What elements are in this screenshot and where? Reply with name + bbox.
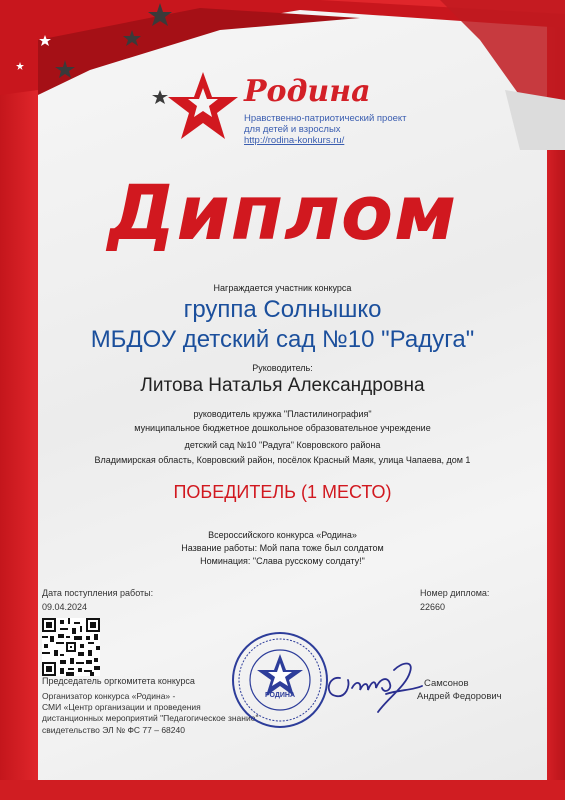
diploma-number-value: 22660 [420,602,446,612]
chair-label: Председатель оргкомитета конкурса [42,676,195,686]
signatory-surname: Самсонов [424,678,469,689]
awarded-line: Награждается участник конкурса [213,283,352,293]
participant-institution: МБДОУ детский сад №10 "Радуга" [90,326,475,353]
diploma-number-label: Номер диплома: [420,588,490,598]
stamp-label: РОДИНА [264,692,296,699]
leader-address: Владимирская область, Ковровский район, посёлок Красный Маяк, улица Чапаева, дом 1 [94,455,471,465]
logo-tagline-2: для детей и взрослых [244,124,341,135]
contest-nomination: Номинация: "Слава русскому солдату!" [200,556,365,566]
signatory-name: Андрей Федорович [417,691,502,702]
organizer-line-4: свидетельство ЭЛ № ФС 77 – 68240 [42,725,185,735]
logo-tagline-1: Нравственно-патриотический проект [244,113,407,124]
contest-name: Всероссийского конкурса «Родина» [208,530,357,540]
rodina-star-logo-icon [166,70,240,142]
organizer-line-3: дистанционных мероприятий "Педагогическое знание" [42,713,259,723]
qr-code-icon[interactable] [42,618,100,676]
logo-name: Родина [244,74,371,109]
signature-icon [318,650,428,720]
receipt-label: Дата поступления работы: [42,588,154,598]
leader-org-line-1: муниципальное бюджетное дошкольное образовательное учреждение [134,423,431,433]
participant-group: группа Солнышко [183,296,382,323]
leader-label: Руководитель: [252,363,313,373]
contest-work: Название работы: Мой папа тоже был солдатом [181,543,384,553]
receipt-date: 09.04.2024 [42,602,88,612]
logo-url-link[interactable]: http://rodina-konkurs.ru/ [244,135,345,146]
diploma-title: Диплом [107,168,458,257]
official-stamp-icon [230,630,330,730]
leader-name: Литова Наталья Александровна [140,375,425,396]
result-title: ПОБЕДИТЕЛЬ (1 МЕСТО) [173,482,392,502]
organizer-line-1: Организатор конкурса «Родина» - [42,691,176,701]
leader-org-line-2: детский сад №10 "Радуга" Ковровского района [184,440,381,450]
organizer-line-2: СМИ «Центр организации и проведения [42,702,201,712]
leader-position: руководитель кружка "Пластилинография" [193,409,372,419]
red-frame-bottom [0,780,565,800]
